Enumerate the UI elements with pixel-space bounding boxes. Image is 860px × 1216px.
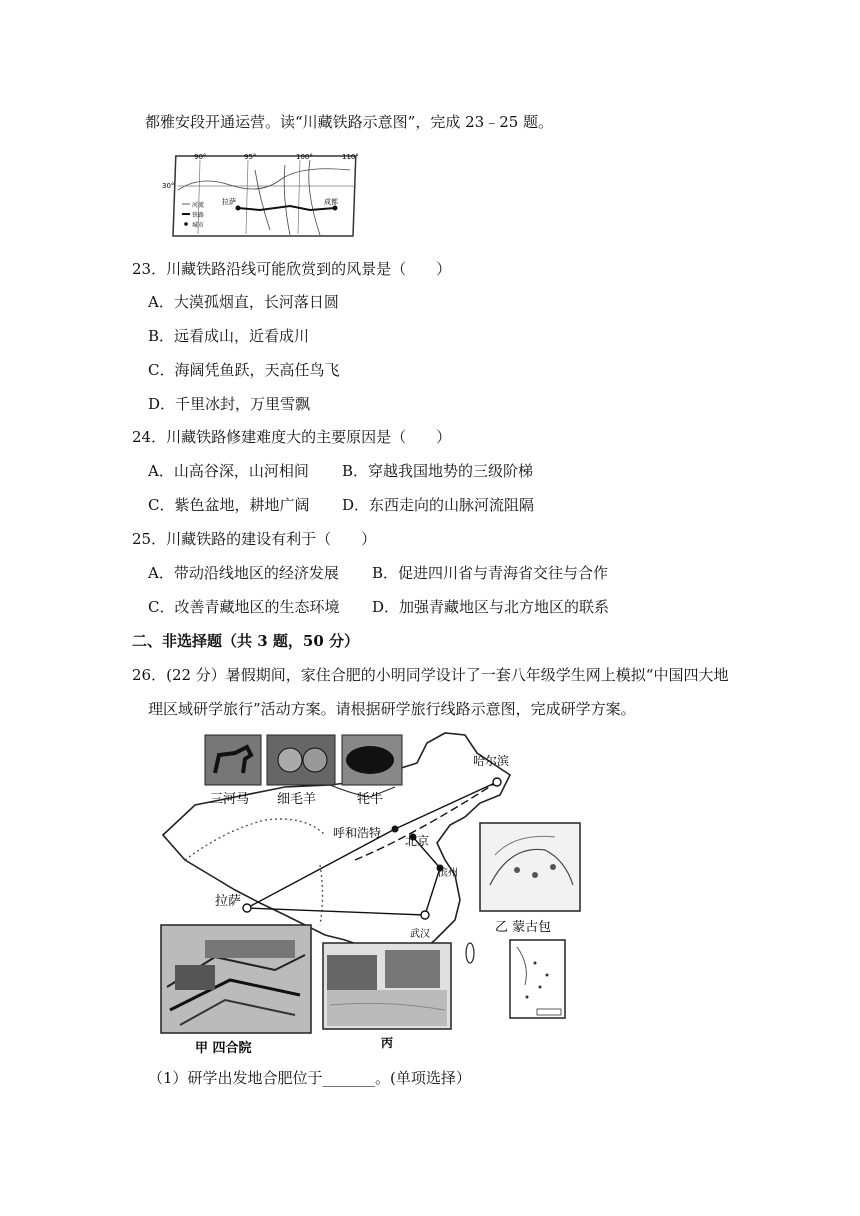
map2-city-lasa: 拉萨 bbox=[215, 894, 242, 909]
map1-lon-label-2: 95° bbox=[244, 153, 257, 161]
q24-option-c: C．紫色盆地，耕地广阔 bbox=[148, 496, 310, 514]
q25-option-b: B．促进四川省与青海省交往与合作 bbox=[372, 564, 609, 582]
intro-tail-text: 都雅安段开通运营。读“川藏铁路示意图”，完成 23﹣25 题。 bbox=[145, 113, 554, 131]
q25-stem: 25．川藏铁路的建设有利于（ ） bbox=[132, 530, 377, 548]
q23-stem: 23．川藏铁路沿线可能欣赏到的风景是（ ） bbox=[132, 260, 452, 278]
q24-stem: 24．川藏铁路修建难度大的主要原因是（ ） bbox=[132, 428, 452, 446]
q24-option-b: B．穿越我国地势的三级阶梯 bbox=[342, 462, 534, 480]
map2-city-binzhou: 滨州 bbox=[438, 868, 458, 879]
q25-option-c: C．改善青藏地区的生态环境 bbox=[148, 598, 340, 616]
q24-option-a: A．山高谷深，山河相间 bbox=[148, 462, 309, 480]
map1-lon-label-4: 110° bbox=[342, 153, 359, 161]
label-bing-water-town: 丙 bbox=[381, 1036, 394, 1050]
map2-city-beijing: 北京 bbox=[405, 834, 430, 848]
animal-label-horse: 三河马 bbox=[210, 792, 250, 807]
section2-heading: 二、非选择题（共 3 题，50 分） bbox=[132, 632, 359, 650]
q23-option-c: C．海阔凭鱼跃，天高任鸟飞 bbox=[148, 361, 340, 379]
q23-option-d: D．千里冰封，万里雪飘 bbox=[148, 395, 311, 413]
q25-option-d: D．加强青藏地区与北方地区的联系 bbox=[372, 598, 610, 616]
sichuan-tibet-railway-map bbox=[160, 150, 365, 240]
map2-city-hohhot: 呼和浩特 bbox=[333, 826, 382, 840]
map1-city-lasa: 拉萨 bbox=[222, 198, 236, 206]
q23-option-b: B．远看成山，近看成川 bbox=[148, 327, 310, 345]
label-yi-yurt: 乙 蒙古包 bbox=[495, 920, 552, 935]
q26-line1: 26．(22 分）暑假期间，家住合肥的小明同学设计了一套八年级学生网上模拟“中国四大地 bbox=[132, 666, 729, 684]
map1-legend-city: 城市 bbox=[192, 222, 205, 229]
q26-line2: 理区域研学旅行”活动方案。请根据研学旅行线路示意图，完成研学方案。 bbox=[148, 700, 636, 718]
animal-label-sheep: 细毛羊 bbox=[277, 792, 317, 807]
q25-option-a: A．带动沿线地区的经济发展 bbox=[148, 564, 339, 582]
animal-label-yak: 牦牛 bbox=[357, 792, 384, 807]
inset-south-china-sea bbox=[510, 940, 565, 1018]
map1-lat-label: 30° bbox=[162, 182, 175, 190]
label-jia-siheyuan: 甲 四合院 bbox=[195, 1041, 252, 1056]
map1-city-chengdu: 成都 bbox=[324, 198, 338, 206]
map2-city-wuhan: 武汉 bbox=[410, 929, 430, 940]
map2-city-harbin: 哈尔滨 bbox=[473, 754, 510, 768]
photo-water-town bbox=[323, 943, 451, 1050]
q24-option-d: D．东西走向的山脉河流阻隔 bbox=[342, 496, 535, 514]
study-tour-route-map bbox=[155, 725, 585, 1060]
q26-sub1: （1）研学出发地合肥位于_______。(单项选择） bbox=[148, 1069, 471, 1087]
map1-lon-label-3: 100° bbox=[296, 153, 313, 161]
q23-option-a: A．大漠孤烟直，长河落日圆 bbox=[148, 293, 339, 311]
map1-legend-river: 河流 bbox=[192, 202, 205, 209]
map1-legend-railway: 铁路 bbox=[192, 212, 205, 219]
map1-lon-label-1: 90° bbox=[194, 153, 207, 161]
photo-siheyuan bbox=[161, 925, 311, 1056]
photo-mongolian-yurt bbox=[480, 823, 580, 935]
